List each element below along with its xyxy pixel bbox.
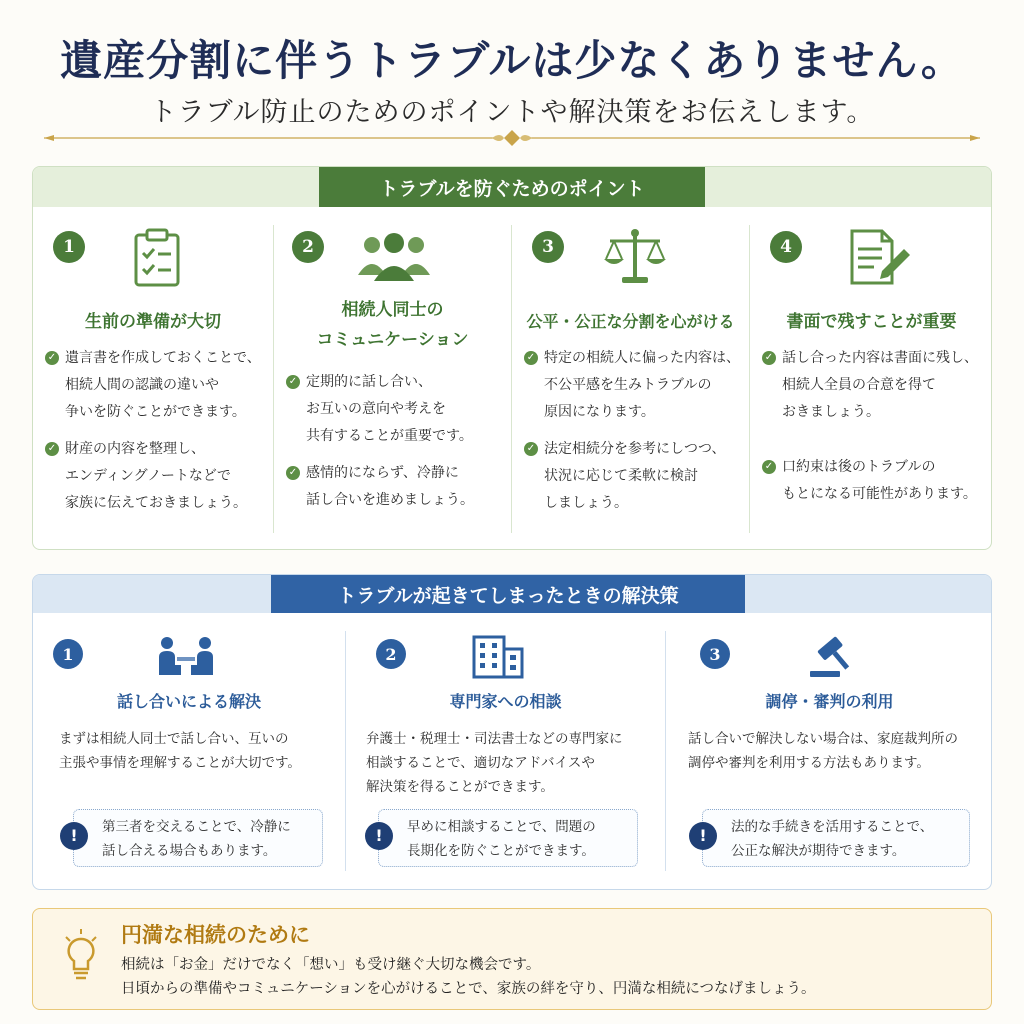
point-heading: 生前の準備が大切 — [85, 312, 221, 332]
ornament-divider — [44, 128, 980, 148]
bullet-item: ✓ 遺言書を作成しておくことで、 相続人間の認識の違いや 争いを防ぐことができます。 — [45, 345, 265, 426]
number-badge: 1 — [53, 231, 85, 263]
exclamation-icon: ! — [689, 822, 717, 850]
page-subtitle: トラブル防止のためのポイントや解決策をお伝えします。 — [149, 97, 875, 128]
check-icon: ✓ — [524, 442, 538, 456]
bullet-item: ✓ 財産の内容を整理し、 エンディングノートなどで 家族に伝えておきましょう。 — [45, 436, 265, 517]
number-badge: 4 — [770, 231, 802, 263]
number-badge: 3 — [532, 231, 564, 263]
exclamation-icon: ! — [365, 822, 393, 850]
solution-1 — [33, 631, 345, 881]
bullet-item: ✓ 定期的に話し合い、 お互いの意向や考えを 共有することが重要です。 — [286, 369, 503, 450]
bullet-item: ✓ 法定相続分を参考にしつつ、 状況に応じて柔軟に検討 しましょう。 — [524, 436, 741, 517]
lightbulb-icon — [63, 929, 99, 985]
check-icon: ✓ — [762, 351, 776, 365]
exclamation-icon: ! — [60, 822, 88, 850]
gavel-icon — [808, 635, 860, 679]
prevention-point-3 — [512, 225, 749, 535]
bullet-item: ✓ 口約束は後のトラブルの もとになる可能性があります。 — [762, 454, 985, 508]
point-heading: 書面で残すことが重要 — [786, 312, 957, 332]
point-bullets — [524, 345, 741, 527]
closing-section — [32, 908, 992, 1010]
solution-heading: 調停・審判の利用 — [765, 692, 894, 711]
closing-text-line: 相続は「お金」だけでなく「想い」も受け継ぐ大切な機会です。 — [121, 957, 541, 973]
point-bullets — [45, 345, 265, 527]
solution-note: ! 早めに相談することで、問題の 長期化を防ぐことができます。 — [378, 809, 638, 867]
number-badge: 1 — [53, 639, 83, 669]
solution-heading: 話し合いによる解決 — [116, 692, 261, 711]
number-badge: 2 — [292, 231, 324, 263]
group-icon — [358, 229, 430, 285]
number-badge: 3 — [700, 639, 730, 669]
check-icon: ✓ — [286, 466, 300, 480]
scale-icon — [602, 227, 668, 287]
solution-description: まずは相続人同士で話し合い、互いの 主張や事情を理解することが大切です。 — [59, 731, 301, 771]
closing-title: 円満な相続のために — [121, 922, 310, 947]
prevention-section-label: トラブルを防ぐためのポイント — [319, 167, 705, 207]
office-building-icon — [470, 633, 526, 679]
prevention-point-1 — [33, 225, 273, 535]
check-icon: ✓ — [45, 351, 59, 365]
solutions-section-label: トラブルが起きてしまったときの解決策 — [271, 575, 745, 613]
prevention-point-2 — [274, 225, 511, 535]
solution-description: 弁護士・税理士・司法書士などの専門家に 相談することで、適切なアドバイスや 解決策を得ることができます。 — [366, 731, 623, 795]
bullet-item: ✓ 話し合った内容は書面に残し、 相続人全員の合意を得て おきましょう。 — [762, 345, 985, 426]
document-pen-icon — [846, 227, 912, 287]
point-bullets — [762, 345, 985, 518]
bullet-item: ✓ 感情的にならず、冷静に 話し合いを進めましょう。 — [286, 460, 503, 514]
solution-2 — [346, 631, 665, 881]
check-icon: ✓ — [762, 460, 776, 474]
number-badge: 2 — [376, 639, 406, 669]
clipboard-icon — [131, 227, 183, 287]
check-icon: ✓ — [286, 375, 300, 389]
point-bullets — [286, 369, 503, 524]
point-heading: 相続人同士の コミュニケーション — [316, 300, 469, 350]
prevention-section — [32, 166, 992, 550]
solution-note: ! 第三者を交えることで、冷静に 話し合える場合もあります。 — [73, 809, 323, 867]
meeting-icon — [157, 635, 215, 679]
check-icon: ✓ — [524, 351, 538, 365]
solutions-section — [32, 574, 992, 890]
solution-description: 話し合いで解決しない場合は、家庭裁判所の 調停や審判を利用する方法もあります。 — [688, 731, 958, 771]
page-title: 遺産分割に伴うトラブルは少なくありません。 — [60, 36, 964, 85]
solution-3 — [666, 631, 992, 881]
prevention-point-4 — [750, 225, 992, 535]
bullet-item: ✓ 特定の相続人に偏った内容は、 不公平感を生みトラブルの 原因になります。 — [524, 345, 741, 426]
solution-note: ! 法的な手続きを活用することで、 公正な解決が期待できます。 — [702, 809, 970, 867]
closing-text-line: 日頃からの準備やコミュニケーションを心がけることで、家族の絆を守り、円満な相続につなげましょう。 — [121, 981, 816, 997]
point-heading: 公平・公正な分割を心がける — [526, 312, 735, 331]
check-icon: ✓ — [45, 442, 59, 456]
solution-heading: 専門家への相談 — [449, 692, 562, 711]
